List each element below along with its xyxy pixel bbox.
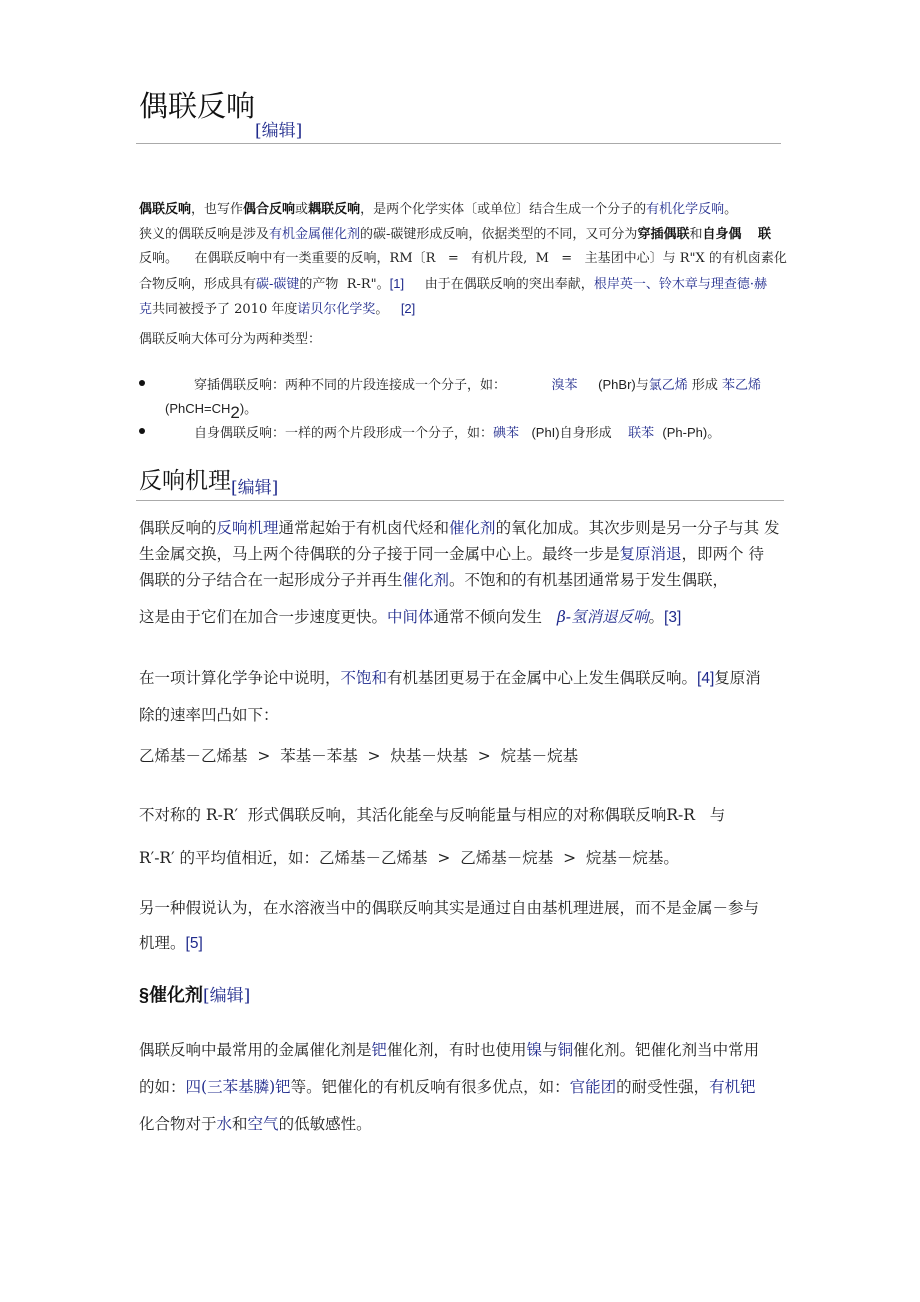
text: 除的速率凹凸如下： (139, 706, 279, 724)
text: 。 (724, 202, 738, 217)
link-organometallic-catalyst[interactable]: 有机金属催化剂 (269, 226, 361, 242)
link-unsaturated[interactable]: 不饱和 (340, 669, 388, 687)
link-cc-bond[interactable]: 碳-碳键 (256, 276, 300, 292)
link-catalyst[interactable]: 催化剂 (449, 519, 496, 537)
link-palladium[interactable]: 钯 (371, 1041, 388, 1059)
text: 通常起始于有机卤代烃和 (278, 519, 450, 537)
text: 偶联反响的 (139, 519, 217, 537)
link-vinyl-chloride[interactable]: 氯乙烯 (648, 378, 688, 393)
term-cross-coupling: 穿插偶联 (637, 226, 690, 242)
text: ，即两个 待 (681, 545, 764, 563)
text: 的产物 (299, 276, 339, 292)
text: R-R"。 (346, 276, 390, 292)
ref-3[interactable]: [3] (664, 609, 682, 626)
text: 等。钯催化的有机反响有很多优点，如： (290, 1078, 570, 1096)
intro-line-2 (139, 223, 784, 248)
para-line (139, 567, 780, 593)
bullet-cross-coupling-cont (165, 398, 258, 422)
text: ，也写作 (191, 202, 244, 217)
text: 的氧化加成。其次步则是另一分子与其 发 (495, 519, 780, 537)
section-divider (136, 500, 784, 501)
bullet-dot-1 (139, 380, 145, 386)
rate-order: 乙烯基－乙烯基 > 苯基－苯基 > 炔基－炔基 > 烷基－烷基 (139, 747, 579, 765)
text: 狭义的偶联反响是涉及 (139, 226, 270, 242)
text: 。 (648, 608, 665, 626)
ref-2[interactable]: [2] (400, 301, 416, 316)
text: 化合物对于 (139, 1115, 217, 1133)
intro-line-5 (139, 297, 784, 323)
intro-line-4 (139, 272, 784, 298)
mechanism-paragraph-3-line-2: R′-R′ 的平均值相近，如：乙烯基－乙烯基 > 乙烯基－烷基 > 烷基－烷基。 (139, 849, 679, 867)
text: 共同被授予了 2010 年度 (152, 302, 298, 317)
bullet-homo-coupling (194, 422, 720, 441)
link-intermediate[interactable]: 中间体 (387, 608, 434, 626)
para-line (139, 1032, 759, 1069)
text: 主基团中心〕与 R"X 的有机卤素化 (584, 251, 787, 266)
text: 催化剂，有时也使用 (387, 1041, 527, 1059)
term-coupling-alt1: 偶合反响 (243, 202, 296, 217)
text: 反响。 (139, 251, 179, 266)
text: 。不饱和的有机基团通常易于发生偶联， (449, 571, 729, 589)
link-styrene[interactable]: 苯乙烯 (722, 378, 762, 393)
para-line (139, 697, 761, 733)
text: (PhBr)与 (598, 377, 649, 392)
link-nobel-prize[interactable]: 诺贝尔化学奖 (297, 302, 376, 317)
text: M (535, 251, 549, 266)
types-lead: 偶联反响大体可分为两种类型： (139, 332, 322, 347)
section-heading-mechanism (139, 462, 279, 498)
text: 有机基团更易于在金属中心上发生偶联反响。 (387, 669, 698, 687)
para-line (139, 541, 780, 567)
link-copper[interactable]: 铜 (557, 1041, 574, 1059)
para-line (139, 895, 759, 921)
text: 在一项计算化学争论中说明， (139, 669, 341, 687)
intro-line-1 (139, 198, 784, 223)
link-water[interactable]: 水 (216, 1115, 233, 1133)
page-title (139, 84, 303, 141)
text: 形成 (691, 378, 718, 393)
term-homo-coupling: 自身偶 (702, 226, 742, 242)
subscript: 2 (230, 403, 240, 422)
text: ，是两个化学实体〔或单位〕结合生成一个分子的 (360, 202, 647, 217)
link-reductive-elimination[interactable]: 复原消退 (619, 545, 682, 563)
link-air[interactable]: 空气 (247, 1115, 279, 1133)
link-tetrakis-palladium[interactable]: 四(三苯基膦)钯 (185, 1078, 291, 1096)
text: 的低敏感性。 (278, 1115, 372, 1133)
link-reaction-mechanism[interactable]: 反响机理 (216, 519, 279, 537)
text: 复原消 (714, 669, 761, 687)
text: 穿插偶联反响：两种不同的片段连接成一个分子，如： (194, 378, 507, 393)
section-heading-catalyst (139, 981, 250, 1007)
link-laureates[interactable]: 根岸英一、铃木章与理查德·赫 (593, 276, 767, 292)
para-line (139, 515, 780, 541)
text: 偶联的分子结合在一起形成分子并再生 (139, 571, 403, 589)
text: 或 (295, 202, 309, 217)
text: 偶联反响中最常用的金属催化剂是 (139, 1041, 372, 1059)
bullet-cross-coupling (194, 374, 761, 393)
text: )。 (239, 401, 258, 416)
text: 与 (542, 1041, 558, 1059)
ref-5[interactable]: [5] (185, 935, 203, 952)
mechanism-paragraph-4-end (139, 930, 203, 957)
page-title-text: 偶联反响 (139, 89, 256, 123)
heading-text: 反响机理 (139, 468, 231, 494)
mechanism-paragraph-2 (139, 660, 761, 733)
text: 和 (689, 226, 703, 242)
text: 。 (375, 302, 389, 317)
mechanism-paragraph-1 (139, 515, 780, 593)
mechanism-paragraph-1-end (139, 604, 681, 631)
para-line (139, 660, 761, 697)
text: 在偶联反响中有一类重要的反响，RM〔R (194, 251, 436, 266)
term-coupling: 偶联反响 (139, 202, 192, 217)
ref-4[interactable]: [4] (697, 670, 715, 687)
edit-link-title[interactable]: [编辑] (255, 121, 303, 141)
text: 机理。 (139, 934, 186, 952)
text: 和 (232, 1115, 248, 1133)
term-homo-coupling-end: 联 (758, 226, 772, 242)
section-symbol: § (139, 985, 150, 1005)
intro-line-3 (139, 247, 787, 272)
catalyst-paragraph (139, 1032, 759, 1143)
link-biphenyl[interactable]: 联苯 (628, 426, 655, 441)
link-laureates-cont[interactable]: 克 (139, 302, 153, 317)
ref-1[interactable]: [1] (389, 275, 405, 291)
link-beta-hydride-elimination[interactable]: β-氢消退反响 (556, 608, 649, 626)
text: 催化剂。钯催化剂当中常用 (573, 1041, 760, 1059)
text: = (447, 251, 459, 266)
term-coupling-alt2: 耦联反响 (308, 202, 361, 217)
link-bromobenzene[interactable]: 溴苯 (551, 378, 578, 393)
para-line (139, 1106, 759, 1143)
text: 的如： (139, 1078, 186, 1096)
mechanism-paragraph-4 (139, 895, 759, 921)
text: = (561, 251, 573, 266)
link-organopalladium[interactable]: 有机钯 (709, 1078, 756, 1096)
para-line (139, 1069, 759, 1106)
link-nickel[interactable]: 镍 (526, 1041, 543, 1059)
link-functional-group[interactable]: 官能团 (569, 1078, 617, 1096)
text: (Ph-Ph)。 (662, 425, 721, 440)
text: 由于在偶联反响的突出奉献， (424, 276, 594, 292)
mechanism-paragraph-3-line-1: 不对称的 R-R′ 形式偶联反响，其活化能垒与反响能量与相应的对称偶联反响R-R 与 (139, 806, 726, 824)
text: 这是由于它们在加合一步速度更快。 (139, 608, 388, 626)
text: 生金属交换，马上两个待偶联的分子接于同一金属中心上。最终一步是 (139, 545, 620, 563)
intro-paragraph (139, 198, 787, 323)
link-catalyst-2[interactable]: 催化剂 (402, 571, 450, 589)
text: (PhCH=CH (165, 401, 231, 416)
edit-link-catalyst[interactable]: [编辑] (203, 986, 251, 1006)
link-organic-reaction[interactable]: 有机化学反响 (646, 202, 725, 217)
text: 另一种假说认为，在水溶液当中的偶联反响其实是通过自由基机理进展，而不是金属－参与 (139, 899, 760, 917)
text: 通常不倾向发生 (433, 608, 543, 626)
bullet-dot-2 (139, 428, 145, 434)
title-divider (136, 143, 781, 144)
text: 合物反响，形成具有 (139, 276, 257, 292)
text: 有机片段, (471, 251, 528, 266)
text: 的碳-碳键形成反响，依据类型的不同，又可分为 (360, 226, 638, 242)
text: 自身偶联反响：一样的两个片段形成一个分子，如： (194, 426, 494, 441)
link-iodobenzene[interactable]: 碘苯 (493, 426, 520, 441)
text: (PhI)自身形成 (531, 425, 612, 440)
heading-text: 催化剂 (149, 985, 204, 1006)
text: 的耐受性强， (616, 1078, 710, 1096)
edit-link-mechanism[interactable]: [编辑] (231, 478, 279, 498)
